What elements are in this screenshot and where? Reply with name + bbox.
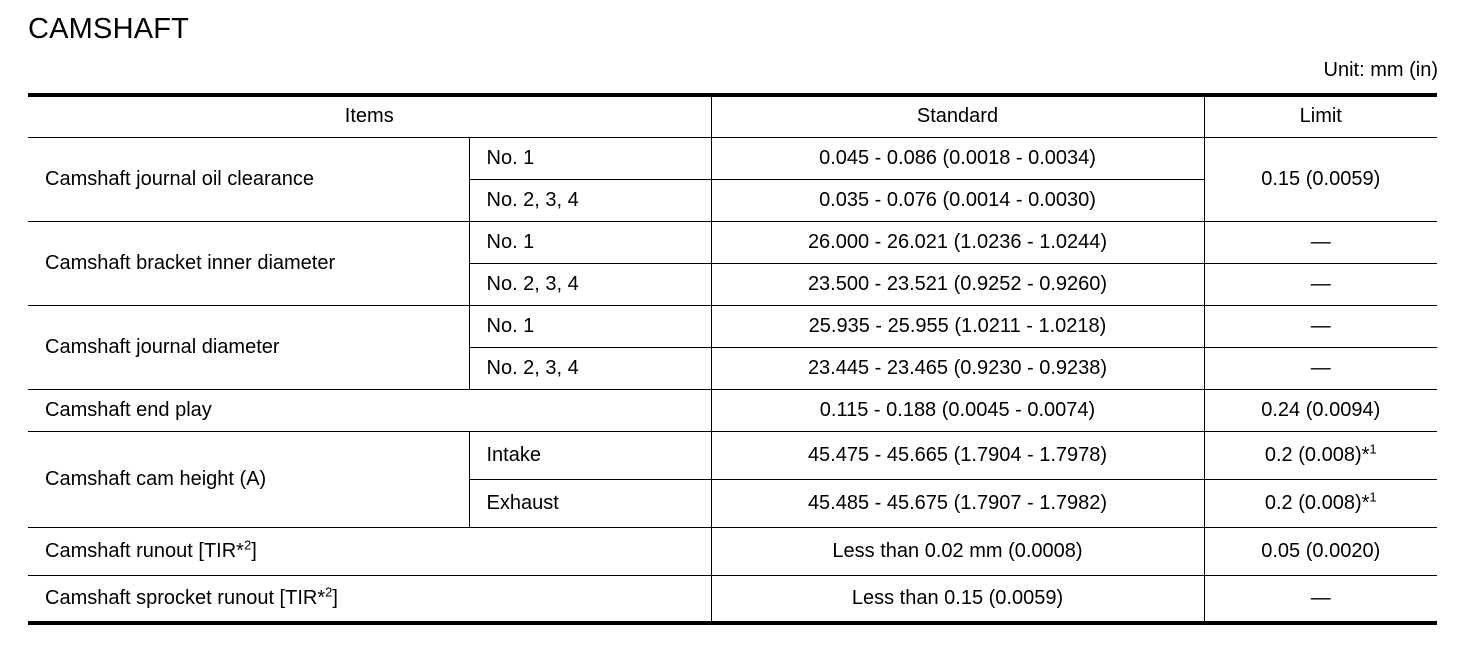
sub-item: No. 1 — [469, 221, 711, 263]
table-row — [28, 221, 1437, 263]
limit-value: — — [1204, 221, 1437, 263]
header-items: Items — [28, 95, 711, 137]
limit-value: 0.15 (0.0059) — [1204, 137, 1437, 221]
item-end-play: Camshaft end play — [28, 389, 711, 431]
sub-item: Exhaust — [469, 479, 711, 527]
standard-value: Less than 0.15 (0.0059) — [711, 575, 1204, 623]
table-row — [28, 527, 1437, 575]
limit-value: 0.24 (0.0094) — [1204, 389, 1437, 431]
bracket-close: ] — [251, 539, 257, 562]
table-row — [28, 389, 1437, 431]
limit-text: 0.2 (0.008)* — [1264, 443, 1370, 466]
item-sprocket-runout — [28, 575, 711, 623]
item-cam-height: Camshaft cam height (A) — [28, 431, 469, 527]
camshaft-spec-table — [28, 93, 1437, 625]
limit-text: 0.2 (0.008)* — [1264, 491, 1370, 514]
item-text: Camshaft sprocket runout [TIR* — [45, 586, 326, 609]
item-text: Camshaft runout [TIR* — [45, 539, 244, 562]
header-standard: Standard — [711, 95, 1204, 137]
sub-item: No. 1 — [469, 137, 711, 179]
table-row — [28, 431, 1437, 479]
limit-value: — — [1204, 305, 1437, 347]
limit-value: — — [1204, 575, 1437, 623]
sub-item: No. 2, 3, 4 — [469, 347, 711, 389]
limit-value: 0.05 (0.0020) — [1204, 527, 1437, 575]
standard-value: 45.475 - 45.665 (1.7904 - 1.7978) — [711, 431, 1204, 479]
standard-value: 0.115 - 0.188 (0.0045 - 0.0074) — [711, 389, 1204, 431]
table-row — [28, 305, 1437, 347]
footnote-marker: 1 — [1369, 488, 1377, 504]
limit-value: — — [1204, 347, 1437, 389]
unit-label: Unit: mm (in) — [1323, 59, 1438, 81]
table-row — [28, 137, 1437, 179]
standard-value: 0.035 - 0.076 (0.0014 - 0.0030) — [711, 179, 1204, 221]
limit-value — [1204, 479, 1437, 527]
sub-item: No. 2, 3, 4 — [469, 179, 711, 221]
page-title: CAMSHAFT — [28, 13, 190, 45]
standard-value: 25.935 - 25.955 (1.0211 - 1.0218) — [711, 305, 1204, 347]
standard-value: 23.445 - 23.465 (0.9230 - 0.9238) — [711, 347, 1204, 389]
sub-item: No. 2, 3, 4 — [469, 263, 711, 305]
table-row — [28, 575, 1437, 623]
standard-value: Less than 0.02 mm (0.0008) — [711, 527, 1204, 575]
limit-value — [1204, 431, 1437, 479]
sub-item: No. 1 — [469, 305, 711, 347]
item-runout — [28, 527, 711, 575]
item-journal-diameter: Camshaft journal diameter — [28, 305, 469, 389]
sub-item: Intake — [469, 431, 711, 479]
footnote-marker: 2 — [325, 584, 333, 600]
item-journal-oil-clearance: Camshaft journal oil clearance — [28, 137, 469, 221]
footnote-marker: 2 — [243, 536, 252, 552]
standard-value: 26.000 - 26.021 (1.0236 - 1.0244) — [711, 221, 1204, 263]
standard-value: 0.045 - 0.086 (0.0018 - 0.0034) — [711, 137, 1204, 179]
standard-value: 23.500 - 23.521 (0.9252 - 0.9260) — [711, 263, 1204, 305]
standard-value: 45.485 - 45.675 (1.7907 - 1.7982) — [711, 479, 1204, 527]
limit-value: — — [1204, 263, 1437, 305]
table-header-row — [28, 95, 1437, 137]
header-limit: Limit — [1204, 95, 1437, 137]
item-bracket-inner-diameter: Camshaft bracket inner diameter — [28, 221, 469, 305]
bracket-close: ] — [332, 586, 338, 609]
footnote-marker: 1 — [1369, 440, 1377, 456]
